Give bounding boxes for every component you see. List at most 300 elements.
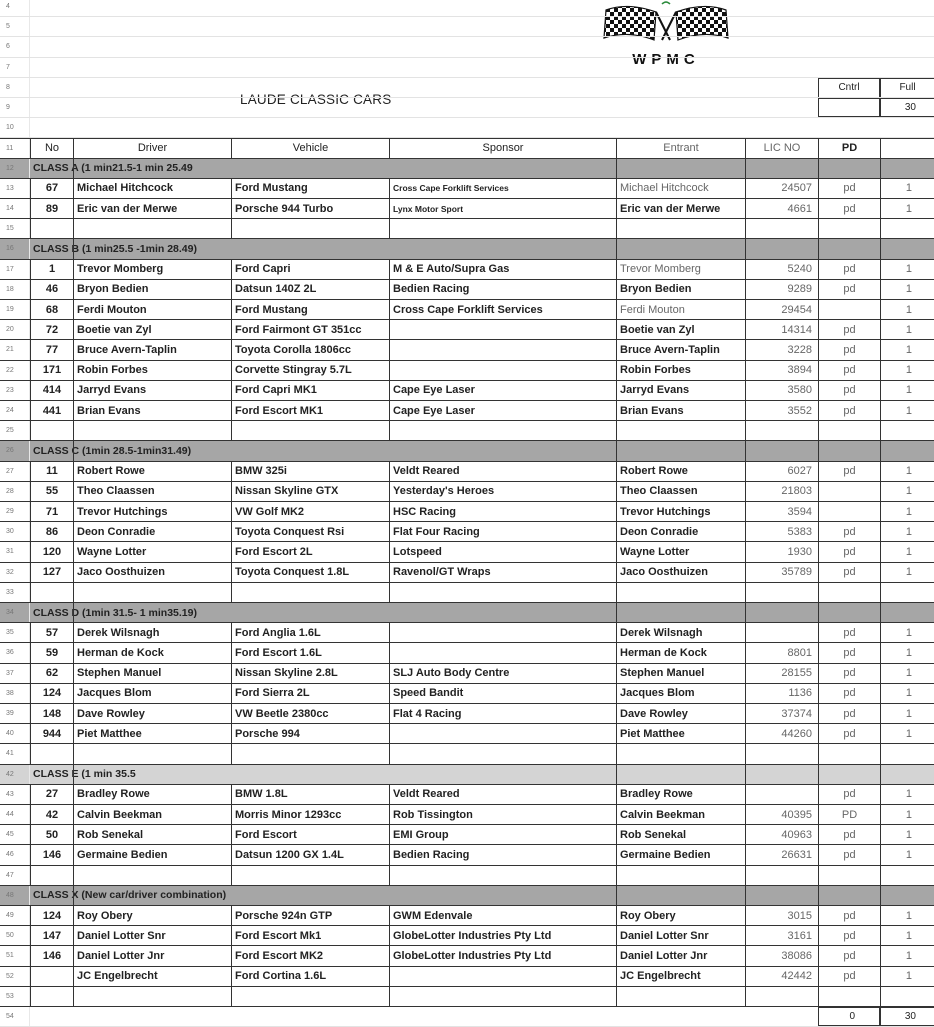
- pd-status: pd: [818, 704, 880, 723]
- class-label: CLASS A (1 min21.5-1 min 25.49: [33, 162, 193, 175]
- full-count: 1: [880, 502, 934, 521]
- row-number: 26: [0, 441, 30, 460]
- row-number: 37: [0, 664, 30, 683]
- class-label: CLASS E (1 min 35.5: [33, 768, 136, 781]
- row-number: 40: [0, 724, 30, 743]
- license-number: 40963: [745, 825, 818, 844]
- empty-cell: [880, 866, 934, 885]
- pd-status: pd: [818, 785, 880, 804]
- class-label: CLASS X (New car/driver combination): [33, 889, 227, 902]
- vehicle-name: Ford Mustang: [231, 179, 389, 198]
- driver-name: Deon Conradie: [73, 522, 231, 541]
- vehicle-name: Toyota Corolla 1806cc: [231, 340, 389, 359]
- license-number: 37374: [745, 704, 818, 723]
- row-number: 5: [0, 17, 30, 36]
- class-header-row: [0, 159, 934, 179]
- vehicle-name: Ford Escort 2L: [231, 542, 389, 561]
- sheet-row: [0, 0, 934, 17]
- sheet-row: [0, 17, 934, 37]
- class-cell-divider: [818, 603, 880, 622]
- driver-name: Robin Forbes: [73, 361, 231, 380]
- sponsor-name: Yesterday's Heroes: [389, 482, 616, 501]
- full-count: 1: [880, 664, 934, 683]
- vehicle-name: Ford Escort: [231, 825, 389, 844]
- sponsor-name: Lynx Motor Sport: [389, 199, 616, 218]
- class-cell-divider: [818, 159, 880, 178]
- header-vehicle: Vehicle: [231, 139, 389, 157]
- pd-status: pd: [818, 906, 880, 925]
- sponsor-name: Veldt Reared: [389, 785, 616, 804]
- entry-row: [0, 805, 934, 825]
- vehicle-name: Ford Escort MK2: [231, 946, 389, 965]
- row-number: 15: [0, 219, 30, 238]
- row-number: 25: [0, 421, 30, 440]
- driver-name: Michael Hitchcock: [73, 179, 231, 198]
- row-number: 8: [0, 78, 30, 97]
- car-number: 68: [30, 300, 73, 319]
- driver-name: Trevor Momberg: [73, 260, 231, 279]
- pd-status: pd: [818, 340, 880, 359]
- row-number: 42: [0, 765, 30, 784]
- pd-status: pd: [818, 926, 880, 945]
- sponsor-name: GlobeLotter Industries Pty Ltd: [389, 926, 616, 945]
- empty-cell: [880, 583, 934, 602]
- class-cell-divider: [389, 159, 616, 178]
- car-number: 148: [30, 704, 73, 723]
- license-number: 5240: [745, 260, 818, 279]
- vehicle-name: BMW 325i: [231, 462, 389, 481]
- car-number: 46: [30, 280, 73, 299]
- row-number: 38: [0, 684, 30, 703]
- entrant-name: Bruce Avern-Taplin: [616, 340, 745, 359]
- driver-name: Robert Rowe: [73, 462, 231, 481]
- car-number: 55: [30, 482, 73, 501]
- pd-status: pd: [818, 179, 880, 198]
- header-lic: LIC NO: [745, 139, 818, 157]
- entry-row: [0, 300, 934, 320]
- car-number: 124: [30, 906, 73, 925]
- empty-cell: [73, 421, 231, 440]
- empty-cell: [73, 583, 231, 602]
- empty-cell: [73, 866, 231, 885]
- driver-name: Derek Wilsnagh: [73, 623, 231, 642]
- empty-cell: [818, 583, 880, 602]
- pd-status: pd: [818, 946, 880, 965]
- car-number: 127: [30, 563, 73, 582]
- class-cell-divider: [389, 239, 616, 258]
- empty-cell: [389, 866, 616, 885]
- class-cell-divider: [389, 603, 616, 622]
- pd-status: pd: [818, 724, 880, 743]
- row-number: 10: [0, 118, 30, 137]
- vehicle-name: Datsun 1200 GX 1.4L: [231, 845, 389, 864]
- entrant-name: JC Engelbrecht: [616, 967, 745, 986]
- sponsor-name: Ravenol/GT Wraps: [389, 563, 616, 582]
- full-count: 1: [880, 340, 934, 359]
- class-label: CLASS B (1 min25.5 -1min 28.49): [33, 242, 197, 255]
- row-number: 23: [0, 381, 30, 400]
- empty-cell: [389, 744, 616, 763]
- empty-cell: [73, 219, 231, 238]
- sponsor-name: [389, 623, 616, 642]
- sheet-row: [0, 58, 934, 78]
- driver-name: Brian Evans: [73, 401, 231, 420]
- driver-name: Daniel Lotter Snr: [73, 926, 231, 945]
- license-number: 3552: [745, 401, 818, 420]
- sponsor-name: Bedien Racing: [389, 280, 616, 299]
- class-cell-divider: [73, 239, 74, 258]
- entrant-name: Boetie van Zyl: [616, 320, 745, 339]
- license-number: 3894: [745, 361, 818, 380]
- vehicle-name: Toyota Conquest Rsi: [231, 522, 389, 541]
- vehicle-name: Ford Sierra 2L: [231, 684, 389, 703]
- full-count: 1: [880, 825, 934, 844]
- class-cell-divider: [880, 239, 934, 258]
- entry-row: [0, 623, 934, 643]
- sheet-row: [0, 1007, 934, 1027]
- total-cntrl: 0: [818, 1007, 880, 1026]
- empty-cell: [389, 583, 616, 602]
- entry-row: [0, 179, 934, 199]
- pd-status: pd: [818, 825, 880, 844]
- class-header-row: [0, 886, 934, 906]
- sponsor-name: Rob Tissington: [389, 805, 616, 824]
- vehicle-name: Ford Capri MK1: [231, 381, 389, 400]
- license-number: 3161: [745, 926, 818, 945]
- entrant-name: Roy Obery: [616, 906, 745, 925]
- pd-status: pd: [818, 623, 880, 642]
- driver-name: Boetie van Zyl: [73, 320, 231, 339]
- header-pd: PD: [818, 139, 880, 157]
- driver-name: Eric van der Merwe: [73, 199, 231, 218]
- row-number: 24: [0, 401, 30, 420]
- car-number: 50: [30, 825, 73, 844]
- vehicle-name: Ford Fairmont GT 351cc: [231, 320, 389, 339]
- empty-cell: [616, 987, 745, 1006]
- license-number: 21803: [745, 482, 818, 501]
- car-number: 62: [30, 664, 73, 683]
- class-cell-divider: [73, 886, 74, 905]
- full-count: 1: [880, 542, 934, 561]
- sponsor-name: Flat 4 Racing: [389, 704, 616, 723]
- row-number: 52: [0, 967, 30, 986]
- license-number: [745, 785, 818, 804]
- empty-cell: [880, 987, 934, 1006]
- empty-cell: [616, 219, 745, 238]
- entrant-name: Michael Hitchcock: [616, 179, 745, 198]
- entry-row: [0, 401, 934, 421]
- sponsor-name: [389, 724, 616, 743]
- sponsor-name: Bedien Racing: [389, 845, 616, 864]
- sheet-row: [0, 78, 934, 98]
- header-driver: Driver: [73, 139, 231, 157]
- entry-row: [0, 946, 934, 966]
- vehicle-name: Ford Cortina 1.6L: [231, 967, 389, 986]
- pd-status: pd: [818, 542, 880, 561]
- class-cell-divider: [745, 886, 818, 905]
- entry-row: [0, 906, 934, 926]
- row-number: 34: [0, 603, 30, 622]
- row-number: 53: [0, 987, 30, 1006]
- empty-cell: [745, 219, 818, 238]
- entry-row: [0, 542, 934, 562]
- car-number: 72: [30, 320, 73, 339]
- header-full: [880, 139, 934, 157]
- class-cell-divider: [231, 886, 389, 905]
- class-cell-divider: [389, 765, 616, 784]
- row-number: 18: [0, 280, 30, 299]
- entrant-name: Theo Claassen: [616, 482, 745, 501]
- total-full: 30: [880, 1007, 934, 1026]
- vehicle-name: Toyota Conquest 1.8L: [231, 563, 389, 582]
- entry-row: [0, 260, 934, 280]
- vehicle-name: VW Beetle 2380cc: [231, 704, 389, 723]
- sponsor-name: Cross Cape Forklift Services: [389, 300, 616, 319]
- license-number: 40395: [745, 805, 818, 824]
- class-cell-divider: [616, 441, 745, 460]
- entry-row: [0, 643, 934, 663]
- sponsor-name: [389, 320, 616, 339]
- car-number: 414: [30, 381, 73, 400]
- entry-row: [0, 280, 934, 300]
- pd-status: [818, 502, 880, 521]
- sponsor-name: GlobeLotter Industries Pty Ltd: [389, 946, 616, 965]
- pd-status: pd: [818, 967, 880, 986]
- full-count: 1: [880, 280, 934, 299]
- entrant-name: Deon Conradie: [616, 522, 745, 541]
- class-cell-divider: [231, 239, 389, 258]
- vehicle-name: Ford Escort Mk1: [231, 926, 389, 945]
- entrant-name: Robert Rowe: [616, 462, 745, 481]
- empty-cell: [745, 987, 818, 1006]
- empty-cell: [30, 219, 73, 238]
- svg-text:WPMC: WPMC: [632, 51, 700, 68]
- entrant-name: Eric van der Merwe: [616, 199, 745, 218]
- empty-cell: [231, 421, 389, 440]
- class-header-row: [0, 239, 934, 259]
- row-number: 7: [0, 58, 30, 77]
- class-cell-divider: [616, 159, 745, 178]
- full-count: 1: [880, 967, 934, 986]
- entry-row: [0, 785, 934, 805]
- entry-row: [0, 340, 934, 360]
- sponsor-name: HSC Racing: [389, 502, 616, 521]
- driver-name: Bruce Avern-Taplin: [73, 340, 231, 359]
- class-cell-divider: [389, 886, 616, 905]
- empty-cell: [30, 583, 73, 602]
- row-number: 31: [0, 542, 30, 561]
- full-count: 1: [880, 482, 934, 501]
- sponsor-name: EMI Group: [389, 825, 616, 844]
- car-number: 1: [30, 260, 73, 279]
- driver-name: Stephen Manuel: [73, 664, 231, 683]
- empty-cell: [745, 583, 818, 602]
- driver-name: Trevor Hutchings: [73, 502, 231, 521]
- row-number: 19: [0, 300, 30, 319]
- entry-row: [0, 704, 934, 724]
- full-count: 1: [880, 381, 934, 400]
- driver-name: Bradley Rowe: [73, 785, 231, 804]
- driver-name: Jaco Oosthuizen: [73, 563, 231, 582]
- entrant-name: Ferdi Mouton: [616, 300, 745, 319]
- row-number: 9: [0, 98, 30, 117]
- class-label: CLASS C (1min 28.5-1min31.49): [33, 444, 192, 457]
- class-cell-divider: [880, 159, 934, 178]
- car-number: 944: [30, 724, 73, 743]
- entrant-name: Trevor Hutchings: [616, 502, 745, 521]
- header-entrant: Entrant: [616, 139, 745, 157]
- license-number: 3015: [745, 906, 818, 925]
- entrant-name: Dave Rowley: [616, 704, 745, 723]
- car-number: 89: [30, 199, 73, 218]
- class-cell-divider: [616, 765, 745, 784]
- empty-cell: [616, 866, 745, 885]
- full-count: 1: [880, 199, 934, 218]
- empty-cell: [389, 219, 616, 238]
- class-cell-divider: [880, 765, 934, 784]
- sponsor-name: M & E Auto/Supra Gas: [389, 260, 616, 279]
- license-number: 26631: [745, 845, 818, 864]
- header-no: No: [30, 139, 73, 157]
- sponsor-name: Speed Bandit: [389, 684, 616, 703]
- cntrl-label: Cntrl: [818, 78, 880, 97]
- entrant-name: Trevor Momberg: [616, 260, 745, 279]
- driver-name: Daniel Lotter Jnr: [73, 946, 231, 965]
- entry-row: [0, 320, 934, 340]
- row-number: 27: [0, 462, 30, 481]
- row-number: 30: [0, 522, 30, 541]
- license-number: [745, 623, 818, 642]
- class-cell-divider: [389, 441, 616, 460]
- entrant-name: Bryon Bedien: [616, 280, 745, 299]
- sponsor-name: GWM Edenvale: [389, 906, 616, 925]
- vehicle-name: Nissan Skyline GTX: [231, 482, 389, 501]
- entrant-name: Brian Evans: [616, 401, 745, 420]
- pd-status: pd: [818, 199, 880, 218]
- vehicle-name: Ford Capri: [231, 260, 389, 279]
- class-label: CLASS D (1min 31.5- 1 min35.19): [33, 606, 197, 619]
- entrant-name: Rob Senekal: [616, 825, 745, 844]
- vehicle-name: Ford Anglia 1.6L: [231, 623, 389, 642]
- entry-row: [0, 381, 934, 401]
- pd-status: pd: [818, 845, 880, 864]
- full-label: Full: [880, 78, 934, 97]
- empty-cell: [745, 866, 818, 885]
- car-number: 11: [30, 462, 73, 481]
- entrant-name: Piet Matthee: [616, 724, 745, 743]
- class-cell-divider: [616, 603, 745, 622]
- entry-row: [0, 967, 934, 987]
- vehicle-name: Corvette Stingray 5.7L: [231, 361, 389, 380]
- entry-row: [0, 684, 934, 704]
- entrant-name: Jaco Oosthuizen: [616, 563, 745, 582]
- license-number: 29454: [745, 300, 818, 319]
- pd-status: [818, 482, 880, 501]
- driver-name: Piet Matthee: [73, 724, 231, 743]
- sheet-row: [0, 37, 934, 57]
- row-number: 22: [0, 361, 30, 380]
- sheet-row: [0, 219, 934, 239]
- sheet-row: [0, 138, 934, 158]
- entrant-name: Jarryd Evans: [616, 381, 745, 400]
- vehicle-name: Ford Escort 1.6L: [231, 643, 389, 662]
- sponsor-name: [389, 643, 616, 662]
- car-number: 27: [30, 785, 73, 804]
- empty-cell: [231, 987, 389, 1006]
- driver-name: Herman de Kock: [73, 643, 231, 662]
- empty-cell: [616, 583, 745, 602]
- sheet-row: [0, 866, 934, 886]
- class-cell-divider: [616, 239, 745, 258]
- row-number: 11: [0, 139, 30, 157]
- class-header-row: [0, 441, 934, 461]
- row-number: 6: [0, 37, 30, 56]
- full-count: 1: [880, 926, 934, 945]
- vehicle-name: Datsun 140Z 2L: [231, 280, 389, 299]
- empty-cell: [389, 421, 616, 440]
- class-cell-divider: [231, 765, 389, 784]
- row-number: 35: [0, 623, 30, 642]
- class-cell-divider: [745, 765, 818, 784]
- row-number: 28: [0, 482, 30, 501]
- empty-cell: [231, 583, 389, 602]
- full-count: 1: [880, 845, 934, 864]
- entrant-name: Daniel Lotter Jnr: [616, 946, 745, 965]
- driver-name: Dave Rowley: [73, 704, 231, 723]
- driver-name: Roy Obery: [73, 906, 231, 925]
- cntrl-value: [818, 98, 880, 117]
- empty-cell: [389, 987, 616, 1006]
- row-number: 36: [0, 643, 30, 662]
- vehicle-name: Porsche 944 Turbo: [231, 199, 389, 218]
- license-number: 5383: [745, 522, 818, 541]
- sponsor-name: SLJ Auto Body Centre: [389, 664, 616, 683]
- class-cell-divider: [73, 441, 74, 460]
- class-cell-divider: [231, 441, 389, 460]
- full-count: 1: [880, 906, 934, 925]
- license-number: 35789: [745, 563, 818, 582]
- pd-status: pd: [818, 361, 880, 380]
- empty-cell: [30, 421, 73, 440]
- full-value: 30: [880, 98, 934, 117]
- full-count: 1: [880, 704, 934, 723]
- entrant-name: Stephen Manuel: [616, 664, 745, 683]
- entrant-name: Wayne Lotter: [616, 542, 745, 561]
- license-number: 28155: [745, 664, 818, 683]
- entry-row: [0, 724, 934, 744]
- entrant-name: Jacques Blom: [616, 684, 745, 703]
- license-number: 8801: [745, 643, 818, 662]
- class-cell-divider: [73, 765, 74, 784]
- sponsor-name: Veldt Reared: [389, 462, 616, 481]
- row-number: 46: [0, 845, 30, 864]
- vehicle-name: BMW 1.8L: [231, 785, 389, 804]
- vehicle-name: Ford Mustang: [231, 300, 389, 319]
- empty-cell: [616, 744, 745, 763]
- class-cell-divider: [745, 239, 818, 258]
- row-number: 17: [0, 260, 30, 279]
- entry-row: [0, 199, 934, 219]
- license-number: 1136: [745, 684, 818, 703]
- class-cell-divider: [73, 159, 74, 178]
- license-number: 3580: [745, 381, 818, 400]
- empty-cell: [818, 219, 880, 238]
- sheet-title: LAUDE CLASSIC CARS: [240, 92, 392, 107]
- pd-status: pd: [818, 664, 880, 683]
- class-cell-divider: [616, 886, 745, 905]
- entrant-name: Daniel Lotter Snr: [616, 926, 745, 945]
- row-number: 47: [0, 866, 30, 885]
